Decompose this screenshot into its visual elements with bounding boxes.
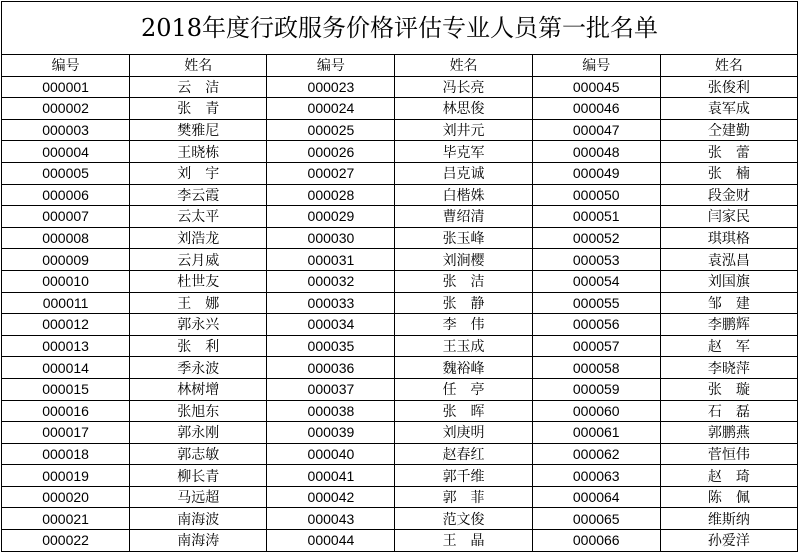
member-name-cell: 张俊利 <box>660 76 797 98</box>
member-id-cell: 000042 <box>267 486 395 508</box>
member-id-cell: 000066 <box>532 530 660 552</box>
member-id-cell: 000013 <box>2 335 130 357</box>
member-id-cell: 000004 <box>2 141 130 163</box>
member-name-cell: 张 蕾 <box>660 141 797 163</box>
member-name-cell: 闫家民 <box>660 206 797 228</box>
member-id-cell: 000052 <box>532 227 660 249</box>
member-id-cell: 000061 <box>532 422 660 444</box>
table-row <box>2 357 798 379</box>
member-id-cell: 000035 <box>267 335 395 357</box>
member-id-cell: 000064 <box>532 486 660 508</box>
table-row <box>2 227 798 249</box>
table-row <box>2 162 798 184</box>
member-id-cell: 000010 <box>2 270 130 292</box>
member-id-cell: 000019 <box>2 465 130 487</box>
member-id-cell: 000022 <box>2 530 130 552</box>
member-id-cell: 000051 <box>532 206 660 228</box>
column-header-name: 姓名 <box>130 55 267 77</box>
member-name-cell: 白楷姝 <box>395 184 532 206</box>
member-id-cell: 000021 <box>2 508 130 530</box>
member-id-cell: 000046 <box>532 98 660 120</box>
member-name-cell: 菅恒伟 <box>660 443 797 465</box>
member-id-cell: 000001 <box>2 76 130 98</box>
table-row <box>2 465 798 487</box>
member-name-cell: 云太平 <box>130 206 267 228</box>
member-name-cell: 刘井元 <box>395 119 532 141</box>
member-id-cell: 000060 <box>532 400 660 422</box>
member-name-cell: 张 青 <box>130 98 267 120</box>
member-id-cell: 000016 <box>2 400 130 422</box>
member-id-cell: 000058 <box>532 357 660 379</box>
member-id-cell: 000065 <box>532 508 660 530</box>
member-name-cell: 王晓栋 <box>130 141 267 163</box>
member-id-cell: 000033 <box>267 292 395 314</box>
roster-body <box>2 76 798 551</box>
member-name-cell: 张玉峰 <box>395 227 532 249</box>
member-id-cell: 000039 <box>267 422 395 444</box>
roster-sheet <box>1 1 798 550</box>
member-name-cell: 张 利 <box>130 335 267 357</box>
member-name-cell: 云月威 <box>130 249 267 271</box>
member-id-cell: 000009 <box>2 249 130 271</box>
member-name-cell: 刘 宇 <box>130 162 267 184</box>
member-name-cell: 郭鹏燕 <box>660 422 797 444</box>
table-row <box>2 249 798 271</box>
table-row <box>2 422 798 444</box>
member-name-cell: 王玉成 <box>395 335 532 357</box>
member-id-cell: 000029 <box>267 206 395 228</box>
member-name-cell: 郭永兴 <box>130 314 267 336</box>
member-name-cell: 张 璇 <box>660 378 797 400</box>
member-id-cell: 000048 <box>532 141 660 163</box>
member-name-cell: 刘庚明 <box>395 422 532 444</box>
member-id-cell: 000028 <box>267 184 395 206</box>
member-id-cell: 000043 <box>267 508 395 530</box>
member-name-cell: 李鹏辉 <box>660 314 797 336</box>
member-id-cell: 000017 <box>2 422 130 444</box>
member-name-cell: 魏裕峰 <box>395 357 532 379</box>
member-name-cell: 郭永刚 <box>130 422 267 444</box>
member-name-cell: 李晓萍 <box>660 357 797 379</box>
table-row <box>2 184 798 206</box>
member-name-cell: 曹绍清 <box>395 206 532 228</box>
member-name-cell: 孙爱洋 <box>660 530 797 552</box>
member-id-cell: 000024 <box>267 98 395 120</box>
member-name-cell: 马远超 <box>130 486 267 508</box>
member-name-cell: 张 晖 <box>395 400 532 422</box>
member-name-cell: 冯长亮 <box>395 76 532 98</box>
member-id-cell: 000032 <box>267 270 395 292</box>
table-row <box>2 378 798 400</box>
member-name-cell: 邹 建 <box>660 292 797 314</box>
roster-table <box>1 54 798 552</box>
member-id-cell: 000056 <box>532 314 660 336</box>
column-header-name: 姓名 <box>395 55 532 77</box>
member-id-cell: 000007 <box>2 206 130 228</box>
member-name-cell: 郭志敏 <box>130 443 267 465</box>
member-name-cell: 王 晶 <box>395 530 532 552</box>
member-name-cell: 杜世友 <box>130 270 267 292</box>
member-name-cell: 南海波 <box>130 508 267 530</box>
member-id-cell: 000012 <box>2 314 130 336</box>
member-name-cell: 林树增 <box>130 378 267 400</box>
header-row <box>2 55 798 77</box>
member-name-cell: 琪琪格 <box>660 227 797 249</box>
member-name-cell: 张 洁 <box>395 270 532 292</box>
table-row <box>2 443 798 465</box>
member-id-cell: 000020 <box>2 486 130 508</box>
member-id-cell: 000041 <box>267 465 395 487</box>
member-id-cell: 000008 <box>2 227 130 249</box>
member-id-cell: 000023 <box>267 76 395 98</box>
table-row <box>2 400 798 422</box>
member-id-cell: 000018 <box>2 443 130 465</box>
member-name-cell: 维斯纳 <box>660 508 797 530</box>
member-name-cell: 刘国旗 <box>660 270 797 292</box>
member-id-cell: 000011 <box>2 292 130 314</box>
member-name-cell: 毕克军 <box>395 141 532 163</box>
table-row <box>2 508 798 530</box>
member-id-cell: 000045 <box>532 76 660 98</box>
member-name-cell: 季永波 <box>130 357 267 379</box>
member-name-cell: 段金财 <box>660 184 797 206</box>
member-name-cell: 李 伟 <box>395 314 532 336</box>
member-id-cell: 000049 <box>532 162 660 184</box>
member-name-cell: 赵 军 <box>660 335 797 357</box>
member-id-cell: 000063 <box>532 465 660 487</box>
member-name-cell: 柳长青 <box>130 465 267 487</box>
member-name-cell: 王 娜 <box>130 292 267 314</box>
table-row <box>2 141 798 163</box>
member-id-cell: 000027 <box>267 162 395 184</box>
member-name-cell: 张旭东 <box>130 400 267 422</box>
table-row <box>2 486 798 508</box>
member-id-cell: 000003 <box>2 119 130 141</box>
member-name-cell: 刘涧樱 <box>395 249 532 271</box>
member-name-cell: 张 楠 <box>660 162 797 184</box>
member-id-cell: 000002 <box>2 98 130 120</box>
member-id-cell: 000057 <box>532 335 660 357</box>
member-name-cell: 袁军成 <box>660 98 797 120</box>
member-name-cell: 范文俊 <box>395 508 532 530</box>
member-name-cell: 赵 琦 <box>660 465 797 487</box>
member-id-cell: 000025 <box>267 119 395 141</box>
member-id-cell: 000036 <box>267 357 395 379</box>
member-id-cell: 000006 <box>2 184 130 206</box>
member-name-cell: 仝建勤 <box>660 119 797 141</box>
table-row <box>2 314 798 336</box>
member-name-cell: 李云霞 <box>130 184 267 206</box>
member-name-cell: 樊雅尼 <box>130 119 267 141</box>
table-row <box>2 76 798 98</box>
member-id-cell: 000040 <box>267 443 395 465</box>
column-header-name: 姓名 <box>660 55 797 77</box>
member-id-cell: 000014 <box>2 357 130 379</box>
member-name-cell: 郭 菲 <box>395 486 532 508</box>
member-id-cell: 000047 <box>532 119 660 141</box>
member-name-cell: 吕克诚 <box>395 162 532 184</box>
member-id-cell: 000062 <box>532 443 660 465</box>
member-name-cell: 任 亭 <box>395 378 532 400</box>
table-row <box>2 119 798 141</box>
column-header-id: 编号 <box>2 55 130 77</box>
member-id-cell: 000030 <box>267 227 395 249</box>
member-name-cell: 张 静 <box>395 292 532 314</box>
member-name-cell: 郭千维 <box>395 465 532 487</box>
member-id-cell: 000059 <box>532 378 660 400</box>
member-id-cell: 000053 <box>532 249 660 271</box>
member-name-cell: 赵春红 <box>395 443 532 465</box>
table-row <box>2 206 798 228</box>
member-id-cell: 000044 <box>267 530 395 552</box>
member-id-cell: 000037 <box>267 378 395 400</box>
member-id-cell: 000015 <box>2 378 130 400</box>
member-id-cell: 000054 <box>532 270 660 292</box>
member-name-cell: 刘浩龙 <box>130 227 267 249</box>
member-id-cell: 000026 <box>267 141 395 163</box>
member-id-cell: 000031 <box>267 249 395 271</box>
document-title: 2018年度行政服务价格评估专业人员第一批名单 <box>1 1 798 54</box>
member-id-cell: 000055 <box>532 292 660 314</box>
column-header-id: 编号 <box>532 55 660 77</box>
member-id-cell: 000038 <box>267 400 395 422</box>
member-id-cell: 000005 <box>2 162 130 184</box>
member-id-cell: 000034 <box>267 314 395 336</box>
table-row <box>2 335 798 357</box>
member-name-cell: 云 洁 <box>130 76 267 98</box>
member-name-cell: 石 磊 <box>660 400 797 422</box>
member-name-cell: 袁泓昌 <box>660 249 797 271</box>
table-row <box>2 98 798 120</box>
column-header-id: 编号 <box>267 55 395 77</box>
table-row <box>2 270 798 292</box>
member-name-cell: 林思俊 <box>395 98 532 120</box>
member-name-cell: 陈 佩 <box>660 486 797 508</box>
table-row <box>2 292 798 314</box>
member-id-cell: 000050 <box>532 184 660 206</box>
member-name-cell: 南海涛 <box>130 530 267 552</box>
